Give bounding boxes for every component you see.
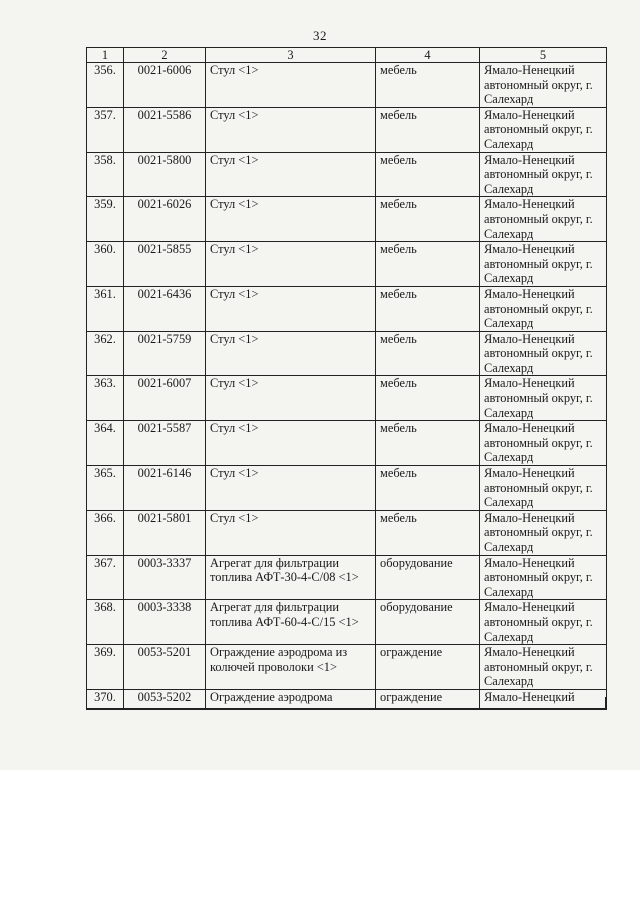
location-cell: Ямало-Ненецкий автономный округ, г. Салехард — [480, 242, 607, 287]
location-cell: Ямало-Ненецкий автономный округ, г. Салехард — [480, 152, 607, 197]
table-row — [87, 510, 607, 555]
inventory-code-cell: 0021-5855 — [124, 242, 206, 287]
row-number-cell: 360. — [87, 242, 124, 287]
item-name-cell: Стул <1> — [206, 63, 376, 108]
item-type-cell: оборудование — [376, 600, 480, 645]
item-type-cell: мебель — [376, 376, 480, 421]
item-name-cell: Ограждение аэродрома — [206, 689, 376, 709]
item-type-cell: мебель — [376, 152, 480, 197]
inventory-code-cell: 0021-5800 — [124, 152, 206, 197]
inventory-code-cell: 0053-5202 — [124, 689, 206, 709]
item-type-cell: мебель — [376, 331, 480, 376]
location-cell: Ямало-Ненецкий автономный округ, г. Салехард — [480, 600, 607, 645]
item-type-cell: мебель — [376, 421, 480, 466]
item-name-cell: Агрегат для фильтрации топлива АФТ-60-4-С/15 <1> — [206, 600, 376, 645]
item-name-cell: Стул <1> — [206, 421, 376, 466]
item-type-cell: мебель — [376, 466, 480, 511]
row-number-cell: 359. — [87, 197, 124, 242]
inventory-code-cell: 0021-5586 — [124, 107, 206, 152]
page-number: 32 — [313, 28, 327, 43]
item-name-cell: Стул <1> — [206, 510, 376, 555]
table-row — [87, 421, 607, 466]
table-right-border-tail — [605, 697, 606, 708]
row-number-cell: 367. — [87, 555, 124, 600]
item-type-cell: ограждение — [376, 689, 480, 709]
table-row — [87, 63, 607, 108]
item-type-cell: мебель — [376, 242, 480, 287]
table-row — [87, 286, 607, 331]
item-name-cell: Ограждение аэродрома из колючей проволоки <1> — [206, 645, 376, 690]
location-cell: Ямало-Ненецкий автономный округ, г. Салехард — [480, 197, 607, 242]
inventory-code-cell: 0021-6026 — [124, 197, 206, 242]
item-type-cell: оборудование — [376, 555, 480, 600]
inventory-code-cell: 0021-6007 — [124, 376, 206, 421]
location-cell: Ямало-Ненецкий автономный округ, г. Салехард — [480, 645, 607, 690]
inventory-code-cell: 0021-5801 — [124, 510, 206, 555]
location-cell: Ямало-Ненецкий автономный округ, г. Салехард — [480, 466, 607, 511]
item-name-cell: Стул <1> — [206, 242, 376, 287]
table-row — [87, 152, 607, 197]
item-name-cell: Стул <1> — [206, 197, 376, 242]
table-row — [87, 645, 607, 690]
item-name-cell: Стул <1> — [206, 466, 376, 511]
column-header-5: 5 — [480, 48, 607, 63]
item-name-cell: Стул <1> — [206, 331, 376, 376]
table-header-row — [87, 48, 607, 63]
column-header-4: 4 — [376, 48, 480, 63]
location-cell: Ямало-Ненецкий автономный округ, г. Салехард — [480, 421, 607, 466]
table-row — [87, 242, 607, 287]
row-number-cell: 362. — [87, 331, 124, 376]
column-header-2: 2 — [124, 48, 206, 63]
row-number-cell: 361. — [87, 286, 124, 331]
table-row — [87, 107, 607, 152]
table-row — [87, 197, 607, 242]
row-number-cell: 368. — [87, 600, 124, 645]
row-number-cell: 366. — [87, 510, 124, 555]
inventory-code-cell: 0021-5759 — [124, 331, 206, 376]
item-name-cell: Стул <1> — [206, 107, 376, 152]
table-left-border-tail — [86, 697, 87, 708]
item-name-cell: Агрегат для фильтрации топлива АФТ-30-4-С/08 <1> — [206, 555, 376, 600]
inventory-code-cell: 0021-6146 — [124, 466, 206, 511]
row-number-cell: 356. — [87, 63, 124, 108]
item-name-cell: Стул <1> — [206, 286, 376, 331]
item-type-cell: мебель — [376, 63, 480, 108]
inventory-code-cell: 0053-5201 — [124, 645, 206, 690]
table-row — [87, 331, 607, 376]
item-type-cell: мебель — [376, 107, 480, 152]
table-row — [87, 466, 607, 511]
item-name-cell: Стул <1> — [206, 376, 376, 421]
location-cell: Ямало-Ненецкий автономный округ, г. Салехард — [480, 555, 607, 600]
table-bottom-border — [86, 708, 606, 709]
table-row — [87, 376, 607, 421]
table-row — [87, 555, 607, 600]
location-cell: Ямало-Ненецкий автономный округ, г. Салехард — [480, 286, 607, 331]
item-type-cell: мебель — [376, 197, 480, 242]
location-cell: Ямало-Ненецкий автономный округ, г. Салехард — [480, 510, 607, 555]
inventory-code-cell: 0021-5587 — [124, 421, 206, 466]
property-register-table — [86, 47, 607, 710]
table-row — [87, 689, 607, 709]
location-cell: Ямало-Ненецкий автономный округ, г. Салехард — [480, 107, 607, 152]
table-row — [87, 600, 607, 645]
inventory-code-cell: 0003-3338 — [124, 600, 206, 645]
inventory-code-cell: 0021-6006 — [124, 63, 206, 108]
column-header-3: 3 — [206, 48, 376, 63]
location-cell: Ямало-Ненецкий автономный округ, г. Салехард — [480, 331, 607, 376]
item-type-cell: ограждение — [376, 645, 480, 690]
item-name-cell: Стул <1> — [206, 152, 376, 197]
inventory-code-cell: 0021-6436 — [124, 286, 206, 331]
item-type-cell: мебель — [376, 286, 480, 331]
row-number-cell: 364. — [87, 421, 124, 466]
location-cell: Ямало-Ненецкий автономный округ, г. Салехард — [480, 376, 607, 421]
item-type-cell: мебель — [376, 510, 480, 555]
row-number-cell: 369. — [87, 645, 124, 690]
location-cell: Ямало-Ненецкий — [480, 689, 607, 709]
row-number-cell: 357. — [87, 107, 124, 152]
row-number-cell: 358. — [87, 152, 124, 197]
row-number-cell: 370. — [87, 689, 124, 709]
inventory-code-cell: 0003-3337 — [124, 555, 206, 600]
row-number-cell: 363. — [87, 376, 124, 421]
column-header-1: 1 — [87, 48, 124, 63]
location-cell: Ямало-Ненецкий автономный округ, г. Салехард — [480, 63, 607, 108]
row-number-cell: 365. — [87, 466, 124, 511]
